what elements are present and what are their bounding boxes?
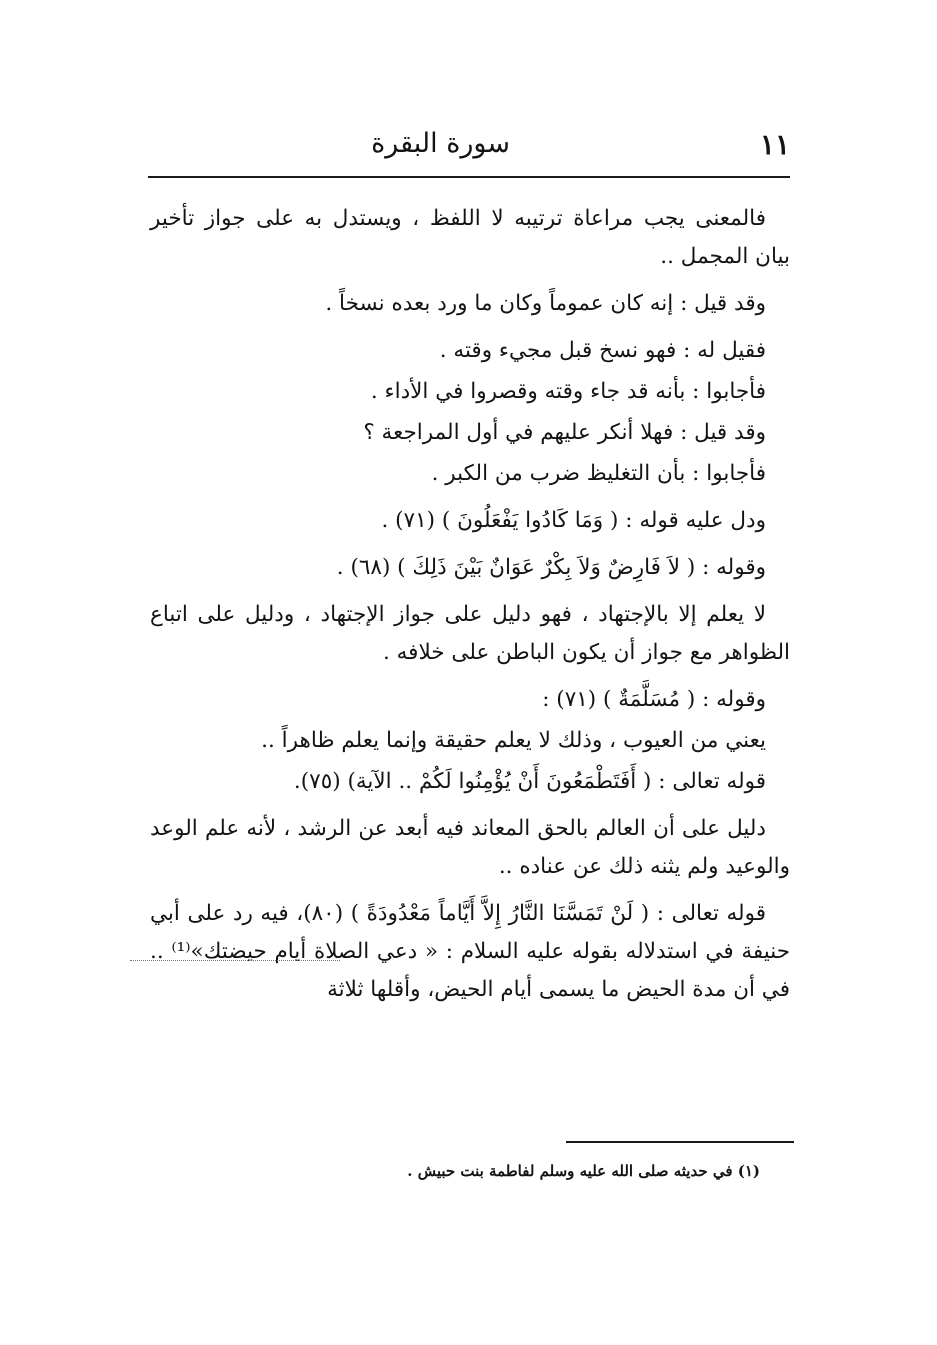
paragraph: قوله تعالى : ( لَنْ تَمَسَّنَا النَّارُ إِلاَّ أَيَّاماً مَعْدُودَةً ) (٨٠)، فيه رد على أبي حنيفة في استدلاله بقوله عليه السلام : « دعي الصلاة أيام حيضتك»⁽¹⁾ .. في أن مدة الحيض ما يسمى أيام الحيض، وأقلها ثلاثة xyxy=(150,901,790,1002)
body-text xyxy=(150,200,790,1018)
paragraph: ودل عليه قوله : ( وَمَا كَادُوا يَفْعَلُونَ ) (٧١) . xyxy=(381,508,766,533)
paragraph: وقد قيل : فهلا أنكر عليهم في أول المراجعة ؟ xyxy=(363,420,766,445)
running-title: سورة البقرة xyxy=(371,128,510,159)
paragraph: وقوله : ( لاَ فَارِضٌ وَلاَ بِكْرٌ عَوَانٌ بَيْنَ ذَلِكَ ) (٦٨) . xyxy=(336,555,766,580)
footnote: (١) في حديثه صلى الله عليه وسلم لفاطمة بنت حبيش . xyxy=(407,1162,760,1180)
header-rule xyxy=(148,176,790,178)
page-number: ١١ xyxy=(759,128,790,161)
faint-divider xyxy=(130,960,340,961)
paragraph: فأجابوا : بأنه قد جاء وقته وقصروا في الأداء . xyxy=(370,379,766,404)
paragraph: لا يعلم إلا بالإجتهاد ، فهو دليل على جواز الإجتهاد ، ودليل على اتباع الظواهر مع جواز أن يكون الباطن على خلافه . xyxy=(150,602,790,665)
paragraph: قوله تعالى : ( أَفَتَطْمَعُونَ أَنْ يُؤْمِنُوا لَكُمْ .. الآية) (٧٥). xyxy=(293,769,766,794)
paragraph: وقد قيل : إنه كان عموماً وكان ما ورد بعده نسخاً . xyxy=(325,291,766,316)
paragraph: فالمعنى يجب مراعاة ترتيبه لا اللفظ ، ويستدل به على جواز تأخير بيان المجمل .. xyxy=(150,206,790,269)
paragraph: فأجابوا : بأن التغليظ ضرب من الكبر . xyxy=(431,461,766,486)
paragraph: دليل على أن العالم بالحق المعاند فيه أبعد عن الرشد ، لأنه علم الوعد والوعيد ولم يثنه ذلك عن عناده .. xyxy=(150,816,790,879)
page-header xyxy=(148,122,790,174)
paragraph: وقوله : ( مُسَلَّمَةٌ ) (٧١) : xyxy=(542,687,766,712)
paragraph: فقيل له : فهو نسخ قبل مجيء وقته . xyxy=(439,338,766,363)
paragraph: يعني من العيوب ، وذلك لا يعلم حقيقة وإنما يعلم ظاهراً .. xyxy=(261,728,766,753)
footnote-rule xyxy=(566,1141,794,1143)
